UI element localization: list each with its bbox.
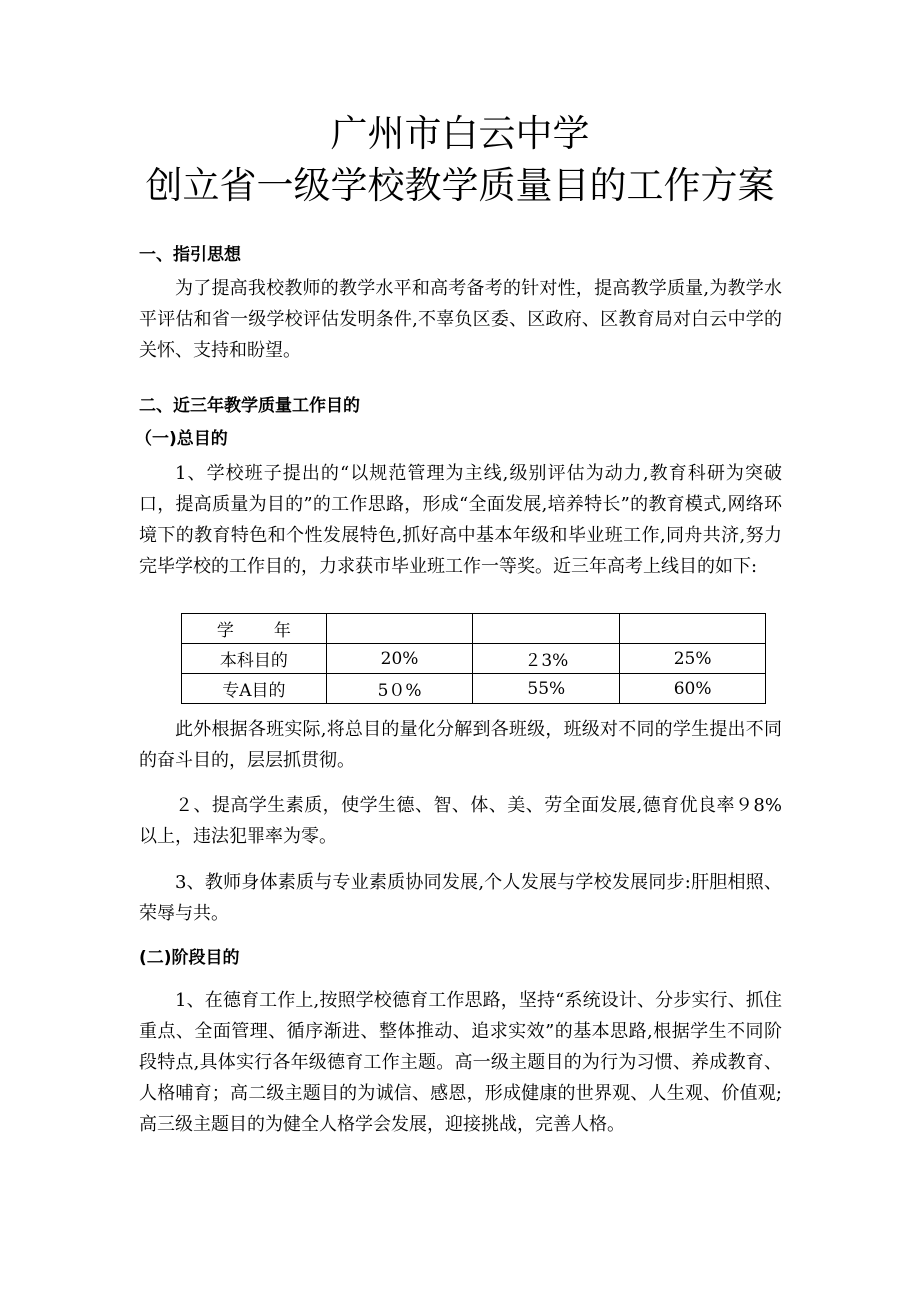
table-cell: 25% — [620, 644, 766, 674]
table-cell: 55% — [473, 674, 620, 704]
subsection-heading-overall-goal: （一)总目的 — [135, 429, 228, 449]
table-row-label: 本科目的 — [182, 644, 327, 674]
table-cell: ２3% — [473, 644, 620, 674]
document-title-line2: 创立省一级学校教学质量目的工作方案 — [145, 164, 775, 207]
table-cell — [326, 614, 473, 644]
table-row — [182, 644, 766, 674]
section-heading-three-year-goals: 二、近三年教学质量工作目的 — [139, 396, 360, 416]
paragraph-guiding-thought: 为了提高我校教师的教学水平和高考备考的针对性，提高教学质量,为教学水平评估和省一级学校评估发明条件,不辜负区委、区政府、区教育局对白云中学的关怀、支持和盼望。 — [139, 278, 782, 361]
paragraph-overall-goal-3: ２、提高学生素质，使学生德、智、体、美、劳全面发展,德育优良率９8%以上，违法犯罪率为零。 — [139, 795, 782, 847]
table-cell — [473, 614, 620, 644]
table-header-row — [182, 614, 766, 644]
admission-target-table — [181, 613, 766, 704]
table-cell — [620, 614, 766, 644]
table-cell: 5０% — [326, 674, 473, 704]
table-header-year: 学年 — [182, 614, 327, 644]
table-cell: 20% — [326, 644, 473, 674]
table-cell: 60% — [620, 674, 766, 704]
section-heading-guiding-thought: 一、指引思想 — [139, 245, 241, 265]
paragraph-overall-goal-2: 此外根据各班实际,将总目的量化分解到各班级，班级对不同的学生提出不同的奋斗目的，层层抓贯彻。 — [139, 719, 782, 771]
table-row-label: 专A目的 — [182, 674, 327, 704]
table-row — [182, 674, 766, 704]
paragraph-overall-goal-4: 3、教师身体素质与专业素质协同发展,个人发展与学校发展同步:肝胆相照、荣辱与共。 — [139, 872, 782, 924]
subsection-heading-stage-goal: (二)阶段目的 — [139, 948, 240, 968]
paragraph-overall-goal-1: 1、学校班子提出的“以规范管理为主线,级别评估为动力,教育科研为突破口，提高质量为目的”的工作思路，形成“全面发展,培养特长”的教育模式,网络环境下的教育特色和个性发展特色,抓好高中基本年级和毕业班工作,同舟共济,努力完毕学校的工作目的，力求获市毕业班工作一等奖。近三年高考上线目的如下: — [139, 463, 782, 577]
document-title-line1: 广州市白云中学 — [330, 112, 590, 155]
paragraph-stage-goal-1: 1、在德育工作上,按照学校德育工作思路，坚持“系统设计、分步实行、抓住重点、全面管理、循序渐进、整体推动、追求实效”的基本思路,根据学生不同阶段特点,具体实行各年级德育工作主题。高一级主题目的为行为习惯、养成教育、人格哺育；高二级主题目的为诚信、感恩，形成健康的世界观、人生观、价值观;高三级主题目的为健全人格学会发展，迎接挑战，完善人格。 — [139, 990, 782, 1135]
